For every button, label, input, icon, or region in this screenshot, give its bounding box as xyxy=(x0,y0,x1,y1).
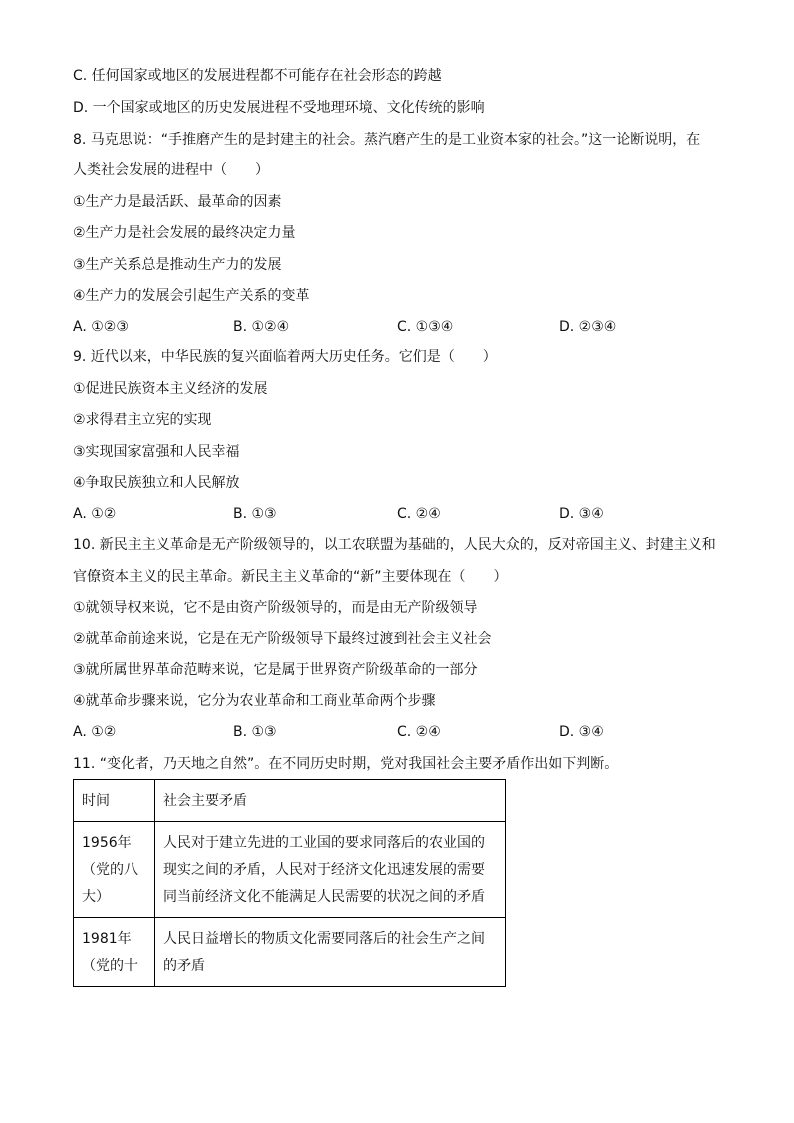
q8-option-d[interactable]: D. ②③④ xyxy=(559,319,617,335)
q10-statement-4: ④就革命步骤来说，它分为农业革命和工商业革命两个步骤 xyxy=(73,693,436,709)
question-8-stem-cont: 人类社会发展的进程中（ ） xyxy=(73,162,269,178)
q8-options xyxy=(73,318,723,336)
q9-option-d[interactable]: D. ③④ xyxy=(559,506,604,522)
question-8-stem: 8. 马克思说：“手推磨产生的是封建主的社会。蒸汽磨产生的是工业资本家的社会。”这一论断说明，在 xyxy=(73,132,701,148)
q9-statement-1: ①促进民族资本主义经济的发展 xyxy=(73,381,268,397)
q10-statement-3: ③就所属世界革命范畴来说，它是属于世界资产阶级革命的一部分 xyxy=(73,662,478,678)
q10-option-c[interactable]: C. ②④ xyxy=(397,724,441,740)
question-11-stem: 11. “变化者，乃天地之自然”。在不同历史时期，党对我国社会主要矛盾作出如下判断。 xyxy=(73,756,619,772)
contradiction-cell xyxy=(155,822,506,918)
header-time: 时间 xyxy=(74,780,155,822)
q8-statement-4: ④生产力的发展会引起生产关系的变革 xyxy=(73,288,310,304)
content-line: 的矛盾 xyxy=(163,958,205,974)
table-row xyxy=(74,822,506,918)
question-10-stem: 10. 新民主主义革命是无产阶级领导的，以工农联盟为基础的，人民大众的，反对帝国主义、封建主义和 xyxy=(73,537,716,553)
q9-option-b[interactable]: B. ①③ xyxy=(233,506,277,522)
q10-statement-2: ②就革命前途来说，它是在无产阶级领导下最终过渡到社会主义社会 xyxy=(73,631,492,647)
q8-statement-2: ②生产力是社会发展的最终决定力量 xyxy=(73,225,296,241)
time-line: （党的十 xyxy=(82,958,138,974)
q10-options xyxy=(73,723,723,741)
q9-option-c[interactable]: C. ②④ xyxy=(397,506,441,522)
time-line: 1956年 xyxy=(82,835,132,851)
q8-option-a[interactable]: A. ①②③ xyxy=(73,319,129,335)
question-10-stem-cont: 官僚资本主义的民主革命。新民主主义革命的“新”主要体现在（ ） xyxy=(73,569,508,585)
q9-statement-3: ③实现国家富强和人民幸福 xyxy=(73,444,240,460)
contradiction-table xyxy=(73,779,506,987)
q9-statement-2: ②求得君主立宪的实现 xyxy=(73,412,212,428)
time-line: 大） xyxy=(82,889,110,905)
q8-statement-3: ③生产关系总是推动生产力的发展 xyxy=(73,257,282,273)
time-line: （党的八 xyxy=(82,862,138,878)
table-row xyxy=(74,918,506,987)
content-line: 人民日益增长的物质文化需要同落后的社会生产之间 xyxy=(163,931,485,947)
option-c-text: C. 任何国家或地区的发展进程都不可能存在社会形态的跨越 xyxy=(73,68,442,84)
q10-option-b[interactable]: B. ①③ xyxy=(233,724,277,740)
option-d-text: D. 一个国家或地区的历史发展进程不受地理环境、文化传统的影响 xyxy=(73,100,485,116)
q10-option-a[interactable]: A. ①② xyxy=(73,724,117,740)
content-line: 人民对于建立先进的工业国的要求同落后的农业国的 xyxy=(163,835,485,851)
q10-statement-1: ①就领导权来说，它不是由资产阶级领导的，而是由无产阶级领导 xyxy=(73,600,478,616)
q8-option-b[interactable]: B. ①②④ xyxy=(233,319,290,335)
q10-option-d[interactable]: D. ③④ xyxy=(559,724,604,740)
q9-statement-4: ④争取民族独立和人民解放 xyxy=(73,475,240,491)
question-9-stem: 9. 近代以来，中华民族的复兴面临着两大历史任务。它们是（ ） xyxy=(73,349,497,365)
q8-option-c[interactable]: C. ①③④ xyxy=(397,319,454,335)
content-line: 同当前经济文化不能满足人民需要的状况之间的矛盾 xyxy=(163,889,485,905)
time-cell xyxy=(74,918,155,987)
content-line: 现实之间的矛盾，人民对于经济文化迅速发展的需要 xyxy=(163,862,485,878)
time-cell xyxy=(74,822,155,918)
q9-options xyxy=(73,505,723,523)
q8-statement-1: ①生产力是最活跃、最革命的因素 xyxy=(73,194,282,210)
time-line: 1981年 xyxy=(82,931,132,947)
q9-option-a[interactable]: A. ①② xyxy=(73,506,117,522)
header-contradiction: 社会主要矛盾 xyxy=(155,780,506,822)
contradiction-cell xyxy=(155,918,506,987)
table-header-row xyxy=(74,780,506,822)
